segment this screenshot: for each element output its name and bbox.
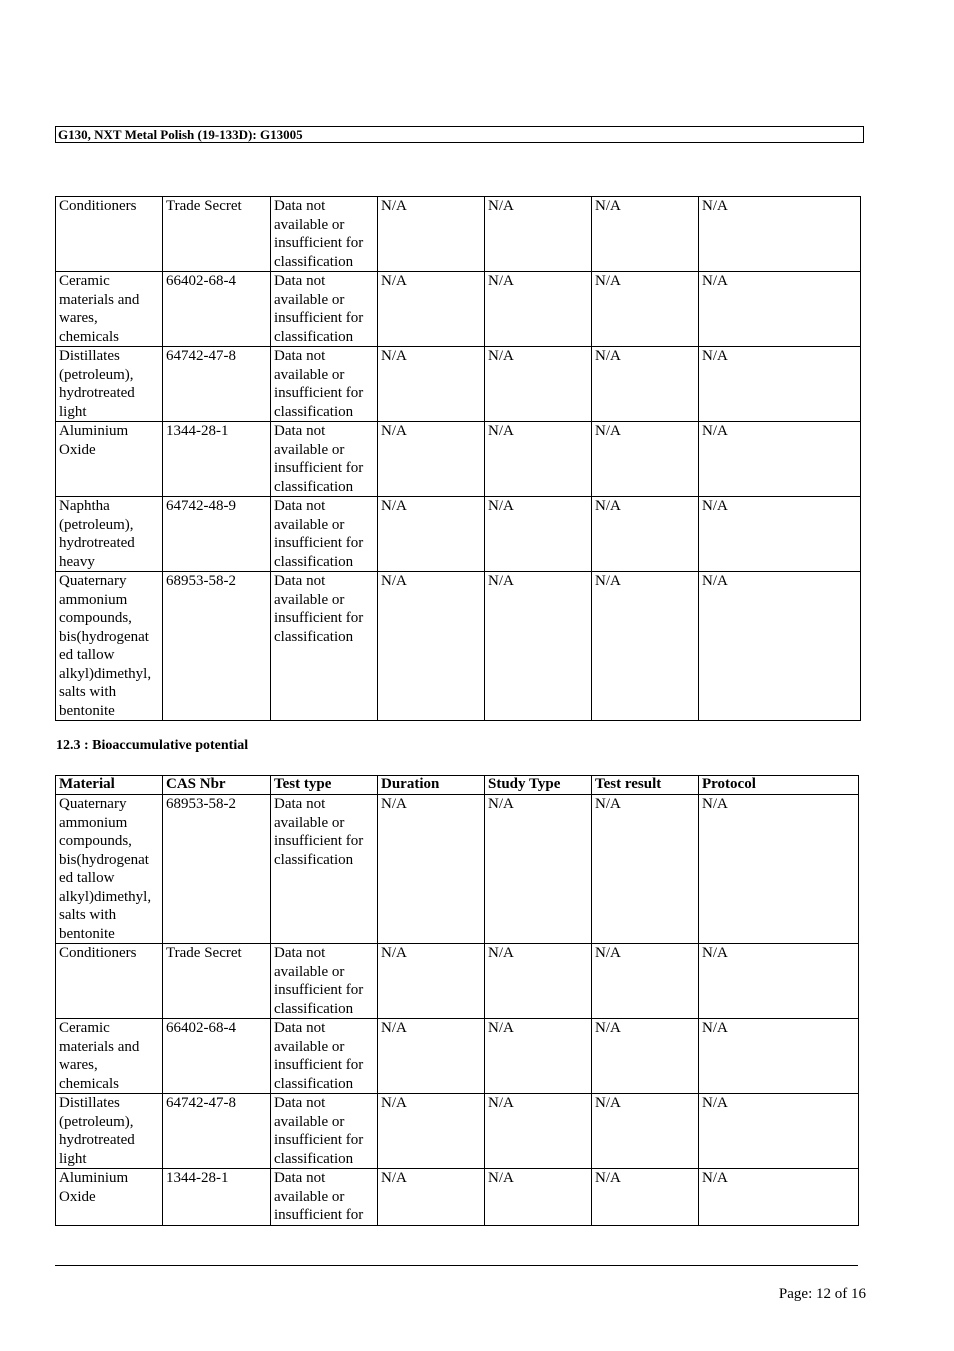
test-result-cell: N/A <box>592 795 699 944</box>
material-cell: Ceramic materials and wares, chemicals <box>56 1019 163 1094</box>
column-header-duration: Duration <box>378 776 485 795</box>
table-row <box>56 1019 859 1094</box>
study-type-cell: N/A <box>485 272 592 347</box>
test-result-cell: N/A <box>592 1169 699 1226</box>
test-result-cell: N/A <box>592 272 699 347</box>
duration-cell: N/A <box>378 497 485 572</box>
material-cell: Aluminium Oxide <box>56 422 163 497</box>
column-header-material: Material <box>56 776 163 795</box>
test-type-cell: Data not available or insufficient for classification <box>271 795 378 944</box>
material-cell: Quaternary ammonium compounds, bis(hydrogenat ed tallow alkyl)dimethyl, salts with bentonite <box>56 795 163 944</box>
material-cell: Aluminium Oxide <box>56 1169 163 1226</box>
test-type-cell: Data not available or insufficient for classification <box>271 572 378 721</box>
test-result-cell: N/A <box>592 497 699 572</box>
table-header-row <box>56 776 859 795</box>
cas-cell: Trade Secret <box>163 197 271 272</box>
duration-cell: N/A <box>378 944 485 1019</box>
column-header-cas: CAS Nbr <box>163 776 271 795</box>
table-row <box>56 272 861 347</box>
material-cell: Distillates (petroleum), hydrotreated light <box>56 1094 163 1169</box>
document-header <box>55 126 864 143</box>
material-cell: Conditioners <box>56 197 163 272</box>
cas-cell: 68953-58-2 <box>163 572 271 721</box>
study-type-cell: N/A <box>485 572 592 721</box>
table-row <box>56 197 861 272</box>
test-type-cell: Data not available or insufficient for classification <box>271 422 378 497</box>
test-type-cell: Data not available or insufficient for classification <box>271 497 378 572</box>
duration-cell: N/A <box>378 347 485 422</box>
table-row <box>56 1169 859 1226</box>
duration-cell: N/A <box>378 1169 485 1226</box>
test-result-cell: N/A <box>592 347 699 422</box>
material-cell: Naphtha (petroleum), hydrotreated heavy <box>56 497 163 572</box>
test-result-cell: N/A <box>592 572 699 721</box>
protocol-cell: N/A <box>699 197 861 272</box>
test-result-cell: N/A <box>592 422 699 497</box>
study-type-cell: N/A <box>485 795 592 944</box>
material-cell: Conditioners <box>56 944 163 1019</box>
test-result-cell: N/A <box>592 1019 699 1094</box>
cas-cell: Trade Secret <box>163 944 271 1019</box>
protocol-cell: N/A <box>699 944 859 1019</box>
protocol-cell: N/A <box>699 272 861 347</box>
column-header-test-type: Test type <box>271 776 378 795</box>
protocol-cell: N/A <box>699 1169 859 1226</box>
table-row <box>56 572 861 721</box>
duration-cell: N/A <box>378 1019 485 1094</box>
cas-cell: 64742-48-9 <box>163 497 271 572</box>
material-cell: Distillates (petroleum), hydrotreated light <box>56 347 163 422</box>
test-type-cell: Data not available or insufficient for <box>271 1169 378 1226</box>
duration-cell: N/A <box>378 422 485 497</box>
table-row <box>56 1094 859 1169</box>
test-type-cell: Data not available or insufficient for classification <box>271 1019 378 1094</box>
material-cell: Ceramic materials and wares, chemicals <box>56 272 163 347</box>
table-row <box>56 795 859 944</box>
page-number: Page: 12 of 16 <box>778 1286 866 1302</box>
footer-divider <box>55 1265 858 1266</box>
test-type-cell: Data not available or insufficient for classification <box>271 944 378 1019</box>
protocol-cell: N/A <box>699 572 861 721</box>
bioaccumulative-potential-table <box>55 775 859 1226</box>
cas-cell: 64742-47-8 <box>163 1094 271 1169</box>
column-header-test-result: Test result <box>592 776 699 795</box>
protocol-cell: N/A <box>699 497 861 572</box>
protocol-cell: N/A <box>699 1019 859 1094</box>
ecotoxicity-table-continued <box>55 196 861 721</box>
table-row <box>56 347 861 422</box>
cas-cell: 68953-58-2 <box>163 795 271 944</box>
cas-cell: 66402-68-4 <box>163 272 271 347</box>
table-row <box>56 497 861 572</box>
test-result-cell: N/A <box>592 197 699 272</box>
cas-cell: 1344-28-1 <box>163 422 271 497</box>
table-row <box>56 422 861 497</box>
test-type-cell: Data not available or insufficient for classification <box>271 1094 378 1169</box>
study-type-cell: N/A <box>485 1094 592 1169</box>
protocol-cell: N/A <box>699 795 859 944</box>
protocol-cell: N/A <box>699 422 861 497</box>
material-cell: Quaternary ammonium compounds, bis(hydrogenat ed tallow alkyl)dimethyl, salts with bentonite <box>56 572 163 721</box>
section-heading-bioaccumulative: 12.3 : Bioaccumulative potential <box>56 738 249 753</box>
column-header-protocol: Protocol <box>699 776 859 795</box>
duration-cell: N/A <box>378 572 485 721</box>
study-type-cell: N/A <box>485 422 592 497</box>
test-type-cell: Data not available or insufficient for classification <box>271 347 378 422</box>
document-title: G130, NXT Metal Polish (19-133D): G13005 <box>58 127 303 142</box>
study-type-cell: N/A <box>485 347 592 422</box>
test-type-cell: Data not available or insufficient for classification <box>271 197 378 272</box>
cas-cell: 64742-47-8 <box>163 347 271 422</box>
cas-cell: 66402-68-4 <box>163 1019 271 1094</box>
table-row <box>56 944 859 1019</box>
study-type-cell: N/A <box>485 1019 592 1094</box>
duration-cell: N/A <box>378 197 485 272</box>
study-type-cell: N/A <box>485 1169 592 1226</box>
test-result-cell: N/A <box>592 1094 699 1169</box>
test-result-cell: N/A <box>592 944 699 1019</box>
duration-cell: N/A <box>378 272 485 347</box>
test-type-cell: Data not available or insufficient for classification <box>271 272 378 347</box>
protocol-cell: N/A <box>699 1094 859 1169</box>
study-type-cell: N/A <box>485 497 592 572</box>
study-type-cell: N/A <box>485 944 592 1019</box>
duration-cell: N/A <box>378 795 485 944</box>
protocol-cell: N/A <box>699 347 861 422</box>
duration-cell: N/A <box>378 1094 485 1169</box>
study-type-cell: N/A <box>485 197 592 272</box>
cas-cell: 1344-28-1 <box>163 1169 271 1226</box>
column-header-study-type: Study Type <box>485 776 592 795</box>
